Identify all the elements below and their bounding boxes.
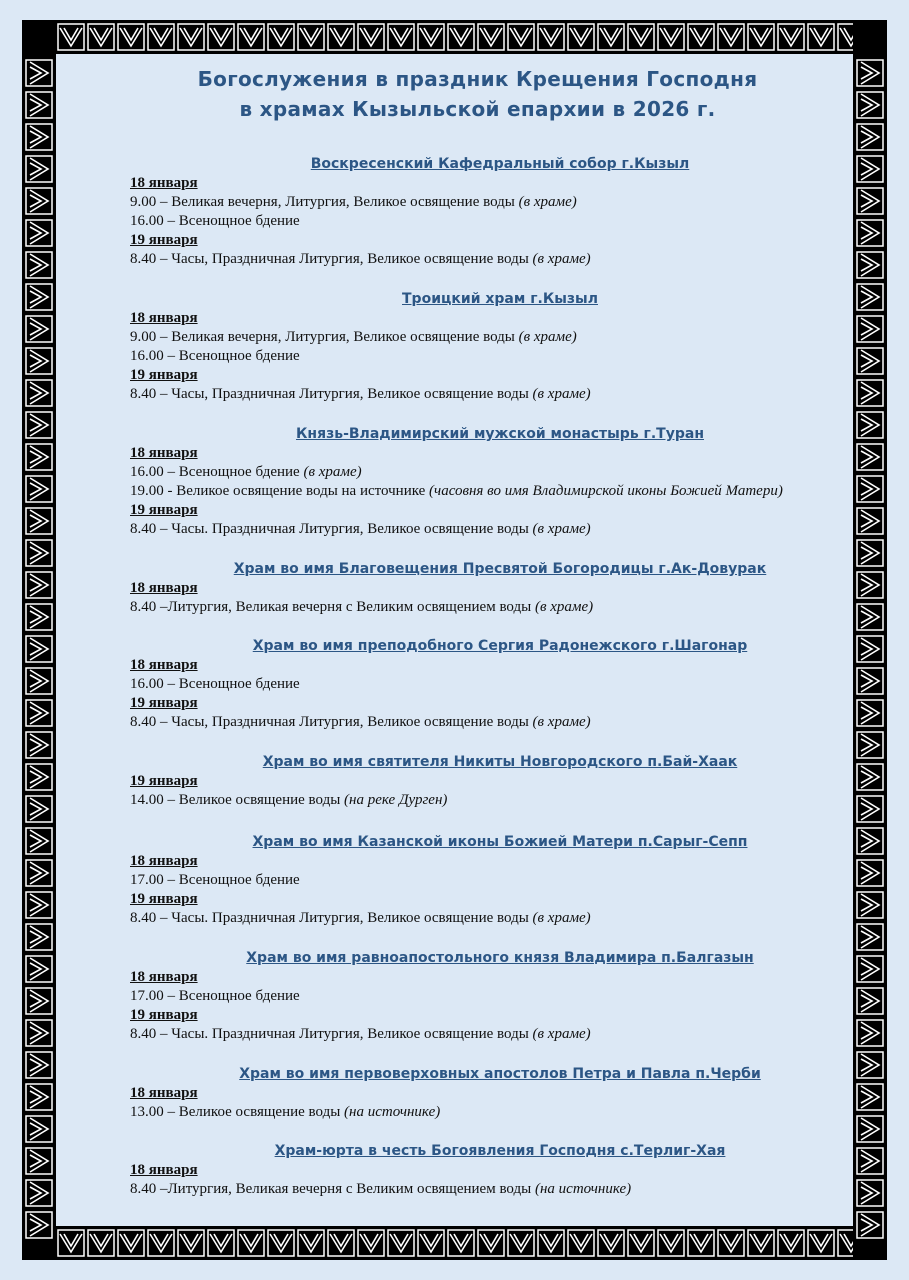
service-text: 8.40 – Часы. Праздничная Литургия, Великое освящение воды <box>130 910 533 926</box>
service-line <box>130 675 855 694</box>
service-location-note: (на реке Дурген) <box>344 792 448 808</box>
service-line <box>130 791 855 810</box>
service-date: 18 января <box>130 445 198 461</box>
service-text: 17.00 – Всенощное бдение <box>130 988 300 1004</box>
service-date: 18 января <box>130 175 198 191</box>
page-title <box>60 64 855 124</box>
service-text: 16.00 – Всенощное бдение <box>130 676 300 692</box>
service-location-note: (в храме) <box>532 251 591 267</box>
service-text: 8.40 – Часы. Праздничная Литургия, Великое освящение воды <box>130 521 533 537</box>
service-text: 16.00 – Всенощное бдение <box>130 348 300 364</box>
title-line-1: Богослужения в праздник Крещения Господня <box>197 67 758 91</box>
service-text: 8.40 –Литургия, Великая вечерня с Великим освящением воды <box>130 599 535 615</box>
ornament-bottom-icon <box>22 1226 887 1260</box>
service-line <box>130 347 855 366</box>
service-line <box>130 598 855 617</box>
service-text: 13.00 – Великое освящение воды <box>130 1104 345 1120</box>
service-text: 8.40 – Часы. Праздничная Литургия, Великое освящение воды <box>130 1026 533 1042</box>
service-line <box>130 1180 855 1199</box>
service-line <box>130 482 855 501</box>
service-date: 19 января <box>130 695 198 711</box>
service-location-note: (в храме) <box>303 464 362 480</box>
church-section <box>60 948 855 1044</box>
service-text: 9.00 – Великая вечерня, Литургия, Великое освящение воды <box>130 329 519 345</box>
church-section <box>60 1064 855 1122</box>
service-date: 18 января <box>130 853 198 869</box>
service-location-note: (в храме) <box>532 910 591 926</box>
service-date: 18 января <box>130 310 198 326</box>
church-name: Храм во имя первоверховных апостолов Петра и Павла п.Черби <box>239 1066 761 1082</box>
service-text: 14.00 – Великое освящение воды <box>130 792 345 808</box>
service-line <box>130 193 855 212</box>
service-location-note: (на источнике) <box>534 1181 632 1197</box>
service-text: 16.00 – Всенощное бдение <box>130 213 300 229</box>
service-text: 8.40 – Часы, Праздничная Литургия, Великое освящение воды <box>130 714 533 730</box>
ornament-right-icon <box>853 22 887 1258</box>
service-date: 19 января <box>130 367 198 383</box>
schedule-page <box>60 56 855 1220</box>
service-line <box>130 463 855 482</box>
service-text: 19.00 - Великое освящение воды на источнике <box>130 483 430 499</box>
service-date: 18 января <box>130 969 198 985</box>
service-date: 18 января <box>130 1162 198 1178</box>
border-top <box>22 20 887 54</box>
service-line <box>130 520 855 539</box>
church-name: Троицкий храм г.Кызыл <box>402 291 598 307</box>
church-name: Храм-юрта в честь Богоявления Господня с.Терлиг-Хая <box>274 1143 726 1159</box>
service-line <box>130 212 855 231</box>
service-location-note: (в храме) <box>532 521 591 537</box>
service-text: 16.00 – Всенощное бдение <box>130 464 304 480</box>
service-text: 8.40 – Часы, Праздничная Литургия, Великое освящение воды <box>130 386 533 402</box>
church-name: Храм во имя святителя Никиты Новгородского п.Бай-Хаак <box>262 754 738 770</box>
church-section <box>60 289 855 404</box>
service-line <box>130 1025 855 1044</box>
ornament-left-icon <box>22 22 56 1258</box>
church-section <box>60 424 855 539</box>
church-name: Храм во имя Благовещения Пресвятой Богородицы г.Ак-Довурак <box>233 561 767 577</box>
service-line <box>130 328 855 347</box>
title-line-2: в храмах Кызыльской епархии в 2026 г. <box>239 97 716 121</box>
service-line <box>130 987 855 1006</box>
service-text: 8.40 – Часы, Праздничная Литургия, Великое освящение воды <box>130 251 533 267</box>
ornament-top-icon <box>22 20 887 54</box>
service-location-note: (часовня во имя Владимирской иконы Божией Матери) <box>429 483 783 499</box>
service-date: 18 января <box>130 657 198 673</box>
service-location-note: (в храме) <box>532 1026 591 1042</box>
service-text: 9.00 – Великая вечерня, Литургия, Великое освящение воды <box>130 194 519 210</box>
church-name: Храм во имя равноапостольного князя Владимира п.Балгазын <box>246 950 754 966</box>
church-section <box>60 559 855 617</box>
service-location-note: (в храме) <box>532 714 591 730</box>
church-section <box>60 154 855 269</box>
service-location-note: (на источнике) <box>344 1104 441 1120</box>
service-date: 18 января <box>130 1085 198 1101</box>
service-text: 8.40 –Литургия, Великая вечерня с Великим освящением воды <box>130 1181 535 1197</box>
border-right <box>853 22 887 1258</box>
border-left <box>22 22 56 1258</box>
service-text: 17.00 – Всенощное бдение <box>130 872 300 888</box>
church-section <box>60 1141 855 1199</box>
service-date: 19 января <box>130 232 198 248</box>
church-section <box>60 832 855 928</box>
church-name: Князь-Владимирский мужской монастырь г.Туран <box>295 426 705 442</box>
service-date: 19 января <box>130 502 198 518</box>
border-bottom <box>22 1226 887 1260</box>
service-location-note: (в храме) <box>532 386 591 402</box>
church-section <box>60 636 855 732</box>
service-line <box>130 1103 855 1122</box>
service-line <box>130 909 855 928</box>
service-location-note: (в храме) <box>518 329 577 345</box>
service-date: 18 января <box>130 580 198 596</box>
service-line <box>130 713 855 732</box>
service-location-note: (в храме) <box>534 599 594 615</box>
church-name: Храм во имя преподобного Сергия Радонежского г.Шагонар <box>252 638 748 654</box>
service-line <box>130 250 855 269</box>
church-name: Храм во имя Казанской иконы Божией Матери п.Сарыг-Сепп <box>252 834 748 850</box>
church-name: Воскресенский Кафедральный собор г.Кызыл <box>310 156 690 172</box>
service-line <box>130 871 855 890</box>
service-date: 19 января <box>130 773 198 789</box>
service-location-note: (в храме) <box>518 194 577 210</box>
service-date: 19 января <box>130 1007 198 1023</box>
service-date: 19 января <box>130 891 198 907</box>
service-line <box>130 385 855 404</box>
church-section <box>60 752 855 810</box>
